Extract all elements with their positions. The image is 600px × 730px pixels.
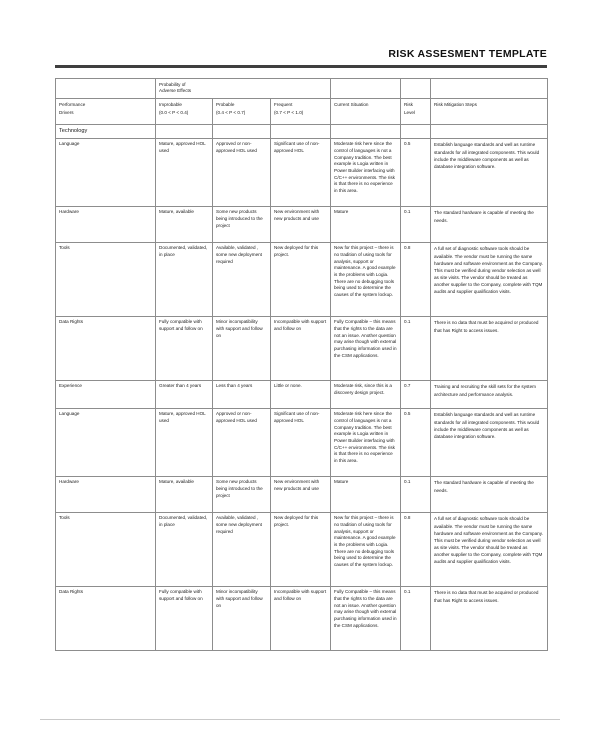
cell-risk-level: 0.1 <box>401 206 431 242</box>
section-blank-current <box>331 124 401 138</box>
table-row <box>56 242 548 316</box>
section-blank-frequent <box>271 124 331 138</box>
risk-assessment-table <box>55 78 548 651</box>
cell-current-situation: New for this project – there is no tradition of using tools for analysis, support or maintenance. A good example is the problems with Logia. There are no debugging tools being used to determine the causes of the system lockup. <box>331 512 401 586</box>
probable-range: (0.4 < P < 0.7) <box>216 109 246 115</box>
cell-risk-level: 0.5 <box>401 138 431 206</box>
header-current-situation: Current Situation <box>331 98 401 124</box>
cell-performance-driver: Data Rights <box>56 316 156 380</box>
probability-group-line2: Adverse Effects <box>159 88 192 94</box>
cell-frequent: Little or none. <box>271 380 331 408</box>
frequent-range: (0.7 < P < 1.0) <box>274 109 304 115</box>
cell-mitigation-steps: Establish language standards and well as runtime standards for all integrated components. This would include the middleware components as well as database integration software. <box>431 138 548 206</box>
cell-performance-driver: Hardware <box>56 206 156 242</box>
cell-performance-driver: Language <box>56 138 156 206</box>
cell-probable: Available, validated , some new deployment required <box>213 242 271 316</box>
section-row <box>56 124 548 138</box>
header-mitigation-blank <box>431 79 548 99</box>
cell-improbable: Greater than 4 years <box>156 380 213 408</box>
risk-level-line2: Level <box>404 109 415 115</box>
performance-drivers-line1: Performance <box>59 102 86 108</box>
cell-performance-driver: Tools <box>56 242 156 316</box>
header-performance-drivers <box>56 98 156 124</box>
cell-risk-level: 0.1 <box>401 476 431 512</box>
header-label-row <box>56 98 548 124</box>
header-frequent <box>271 98 331 124</box>
cell-current-situation: Moderate risk here since the control of languages is not a Company tradition. The best example is Logia written in Power Builder interfacing with C/C++ environments. The risk is that there is no experience in this area. <box>331 138 401 206</box>
cell-frequent: Incompatible with support and follow on <box>271 586 331 650</box>
table-body <box>56 138 548 650</box>
cell-current-situation: Fully Compatible – this means that the rights to the data are not an issue. Another question may arise though with external purchasing information used in the CSM applications. <box>331 316 401 380</box>
cell-current-situation: Moderate risk here since the control of languages is not a Company tradition. The best example is Logia written in Power Builder interfacing with C/C++ environments. The risk is that there is no experience in this area. <box>331 408 401 476</box>
cell-frequent: New environment with new products and use <box>271 206 331 242</box>
cell-probable: Less than 4 years <box>213 380 271 408</box>
table-row <box>56 476 548 512</box>
cell-performance-driver: Hardware <box>56 476 156 512</box>
page-title: RISK ASSESMENT TEMPLATE <box>388 48 547 60</box>
table-row <box>56 206 548 242</box>
section-blank-probable <box>213 124 271 138</box>
cell-risk-level: 0.1 <box>401 316 431 380</box>
cell-frequent: Significant use of non-approved HOL <box>271 138 331 206</box>
cell-improbable: Fully compatible with support and follow on <box>156 586 213 650</box>
cell-risk-level: 0.8 <box>401 242 431 316</box>
cell-risk-level: 0.8 <box>401 512 431 586</box>
cell-current-situation: Mature <box>331 476 401 512</box>
cell-probable: Minor incompatibility with support and follow on <box>213 316 271 380</box>
cell-frequent: Incompatible with support and follow on <box>271 316 331 380</box>
table-row <box>56 316 548 380</box>
title-divider <box>55 65 547 68</box>
cell-improbable: Fully compatible with support and follow on <box>156 316 213 380</box>
cell-mitigation-steps: The standard hardware is capable of meeting the needs. <box>431 206 548 242</box>
table-row <box>56 512 548 586</box>
cell-improbable: Mature, approved HOL used <box>156 138 213 206</box>
header-mitigation: Risk Mitigation Steps <box>431 98 548 124</box>
cell-performance-driver: Language <box>56 408 156 476</box>
cell-improbable: Documented, validated, in place <box>156 242 213 316</box>
cell-improbable: Mature, available <box>156 206 213 242</box>
cell-current-situation: Moderate risk, since this is a discovery design project. <box>331 380 401 408</box>
probability-group-line1: Probability of <box>159 81 186 87</box>
header-current-blank <box>331 79 401 99</box>
cell-frequent: New deployed for this project. <box>271 242 331 316</box>
cell-risk-level: 0.7 <box>401 380 431 408</box>
cell-probable: Approved or non-approved HOL used <box>213 408 271 476</box>
header-improbable <box>156 98 213 124</box>
cell-mitigation-steps: The standard hardware is capable of meeting the needs. <box>431 476 548 512</box>
cell-mitigation-steps: Training and recruiting the skill sets for the system architecture and performance analysis. <box>431 380 548 408</box>
cell-performance-driver: Experience <box>56 380 156 408</box>
cell-mitigation-steps: A full set of diagnostic software tools should be available. The vendor must be running the same hardware and software environment as the Company. This must be verified during vendor selection as well as site visits. The vendor should be treated as another supplier to the Company, complete with TQM audits and supplier qualification visits. <box>431 512 548 586</box>
cell-mitigation-steps: There is no data that must be acquired or produced that has Right to access issues. <box>431 586 548 650</box>
footer-divider <box>40 719 560 720</box>
cell-performance-driver: Data Rights <box>56 586 156 650</box>
risk-level-line1: Risk <box>404 102 413 108</box>
header-probable <box>213 98 271 124</box>
table-row <box>56 380 548 408</box>
cell-current-situation: New for this project – there is no tradition of using tools for analysis, support or maintenance. A good example is the problems with Logia. There are no debugging tools being used to determine the causes of the system lockup. <box>331 242 401 316</box>
cell-probable: Available, validated , some new deployment required <box>213 512 271 586</box>
section-blank-risk <box>401 124 431 138</box>
cell-improbable: Mature, approved HOL used <box>156 408 213 476</box>
cell-current-situation: Fully Compatible – this means that the rights to the data are not an issue. Another question may arise though with external purchasing information used in the CSM applications. <box>331 586 401 650</box>
table-row <box>56 586 548 650</box>
cell-improbable: Mature, available <box>156 476 213 512</box>
header-group-row <box>56 79 548 99</box>
cell-probable: Minor incompatibility with support and follow on <box>213 586 271 650</box>
cell-probable: Some new products being introduced to the project <box>213 476 271 512</box>
performance-drivers-line2: Drivers <box>59 109 74 115</box>
cell-probable: Some new products being introduced to the project <box>213 206 271 242</box>
cell-frequent: New deployed for this project. <box>271 512 331 586</box>
section-blank-mitigation <box>431 124 548 138</box>
probable-label: Probable <box>216 102 235 108</box>
section-label-technology: Technology <box>56 124 156 138</box>
cell-current-situation: Mature <box>331 206 401 242</box>
header-corner-blank <box>56 79 156 99</box>
cell-mitigation-steps: There is no data that must be acquired or produced that has Right to access issues. <box>431 316 548 380</box>
cell-risk-level: 0.1 <box>401 586 431 650</box>
improbable-label: Improbable <box>159 102 182 108</box>
cell-frequent: New environment with new products and use <box>271 476 331 512</box>
section-blank-improbable <box>156 124 213 138</box>
cell-performance-driver: Tools <box>56 512 156 586</box>
header-risk-level <box>401 98 431 124</box>
cell-frequent: Significant use of non-approved HOL <box>271 408 331 476</box>
cell-mitigation-steps: Establish language standards and well as runtime standards for all integrated components. This would include the middleware components as well as database integration software. <box>431 408 548 476</box>
cell-risk-level: 0.5 <box>401 408 431 476</box>
table-header <box>56 79 548 139</box>
header-risk-blank <box>401 79 431 99</box>
table-row <box>56 408 548 476</box>
cell-improbable: Documented, validated, in place <box>156 512 213 586</box>
frequent-label: Frequent <box>274 102 293 108</box>
cell-mitigation-steps: A full set of diagnostic software tools should be available. The vendor must be running the same hardware and software environment as the Company. This must be verified during vendor selection as well as site visits. The vendor should be treated as another supplier to the Company, complete with TQM audits and supplier qualification visits. <box>431 242 548 316</box>
improbable-range: (0.0 < P < 0.4) <box>159 109 189 115</box>
cell-probable: Approved or non-approved HOL used <box>213 138 271 206</box>
table-row <box>56 138 548 206</box>
header-probability-group <box>156 79 331 99</box>
